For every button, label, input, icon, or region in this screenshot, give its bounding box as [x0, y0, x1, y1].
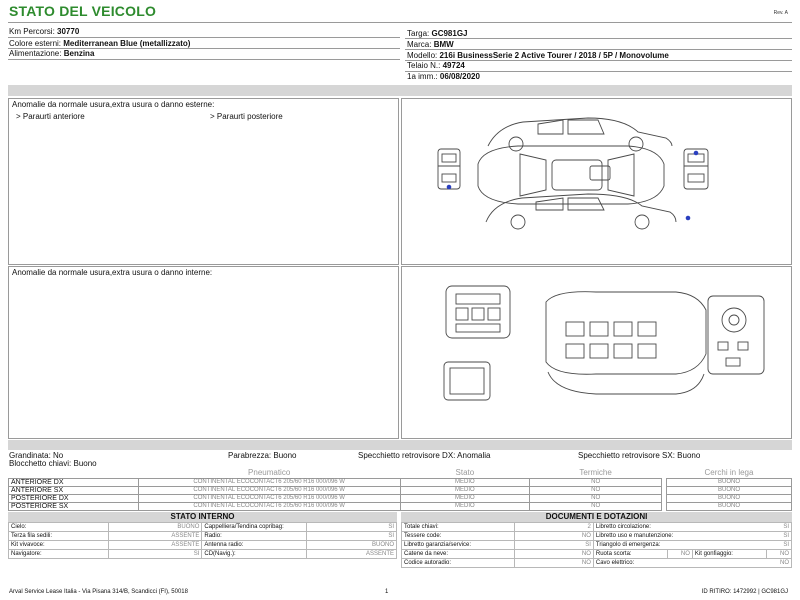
cell-label — [593, 523, 791, 532]
model-value: 216i BusinessSerie 2 Active Tourer / 2018 / 5P / Monovolume — [439, 51, 669, 60]
fuel-label: Alimentazione: — [9, 49, 62, 58]
internal-damage-title: Anomalie da normale usura,extra usura o danno interne: — [12, 268, 213, 277]
table-row — [402, 541, 792, 550]
interior-state-table — [8, 522, 397, 559]
cell-label — [593, 532, 791, 541]
exterior-car-diagram — [428, 104, 728, 240]
tyres-table — [8, 468, 662, 511]
registration-label: 1a imm.: — [407, 72, 438, 81]
table-row — [9, 486, 662, 494]
tyre-state: MEDIO — [400, 478, 530, 486]
fuel-value: Benzina — [63, 49, 95, 58]
cell-value: SI — [783, 524, 789, 530]
interior-state-title: STATO INTERNO — [8, 512, 397, 522]
km-label: Km Percorsi: — [9, 27, 55, 36]
tyre-winter: NO — [530, 478, 662, 486]
tyre-header-state: Stato — [400, 468, 530, 478]
footer-page-number: 1 — [385, 589, 389, 595]
hail-status: Grandinata: No — [9, 451, 64, 460]
rims-header: Cerchi in lega — [667, 468, 792, 478]
rims-value: BUONO — [667, 478, 792, 486]
cell-label: Totale chiavi: — [402, 523, 515, 532]
cell-label: Libretto garanzia/service: — [402, 541, 515, 550]
rims-table — [666, 468, 792, 511]
brand-label: Marca: — [407, 40, 432, 49]
title-divider — [8, 22, 792, 23]
plate-label: Targa: — [407, 29, 430, 38]
table-row — [402, 523, 792, 532]
km-value: 30770 — [57, 27, 80, 36]
tyre-winter: NO — [530, 494, 662, 502]
cell-value: SI — [108, 550, 202, 559]
tyre-state: MEDIO — [400, 502, 530, 510]
table-row — [9, 478, 662, 486]
cell-value: NO — [515, 559, 593, 568]
fuel-row — [9, 48, 94, 59]
page-title: STATO DEL VEICOLO — [9, 3, 157, 19]
cell-label: Ruota scorta: — [593, 550, 667, 559]
windshield-status: Parabrezza: Buono — [228, 451, 297, 460]
cell-label-text: Cavo elettrico: — [595, 560, 635, 566]
cell-value: ASSENTE — [108, 541, 202, 550]
registration-row — [407, 71, 480, 82]
section-band — [8, 85, 792, 96]
cell-label: CD(Navig.): — [202, 550, 307, 559]
cell-label — [593, 541, 791, 550]
tyre-state: MEDIO — [400, 486, 530, 494]
registration-value: 06/08/2020 — [439, 72, 480, 81]
rims-value: BUONO — [667, 486, 792, 494]
cell-label: Tessere code: — [402, 532, 515, 541]
table-row — [402, 559, 792, 568]
table-row — [9, 494, 662, 502]
cell-label-text: Libretto circolazione: — [595, 524, 651, 530]
tyre-model: CONTINENTAL ECOCONTACT6 205/60 R16 000/096 W — [138, 494, 400, 502]
cell-label: Kit gonfiaggio: — [692, 550, 766, 559]
tyre-state: MEDIO — [400, 494, 530, 502]
cell-value: BUONO — [307, 541, 397, 550]
documents-title: DOCUMENTI E DOTAZIONI — [401, 512, 792, 522]
tyre-position: POSTERIORE DX — [9, 494, 139, 502]
cell-label: Navigatore: — [9, 550, 109, 559]
cell-value: BUONO — [108, 523, 202, 532]
cell-value: NO — [780, 560, 789, 566]
color-value: Mediterranean Blue (metallizzato) — [63, 39, 191, 48]
cell-label: Terza fila sedili: — [9, 532, 109, 541]
tyre-header-blank — [9, 468, 139, 478]
cell-value: NO — [767, 550, 792, 559]
table-row — [9, 502, 662, 510]
mirror-sx-status: Specchietto retrovisore SX: Buono — [578, 451, 701, 460]
cell-value: NO — [515, 532, 593, 541]
model-label: Modello: — [407, 51, 438, 60]
cell-value: NO — [668, 550, 693, 559]
cell-label-text: Triangolo di emergenza: — [595, 542, 661, 548]
external-damage-title: Anomalie da normale usura,extra usura o danno esterne: — [12, 100, 215, 109]
cell-label: Cappelliera/Tendina copribag: — [202, 523, 307, 532]
tyre-model: CONTINENTAL ECOCONTACT6 205/60 R16 000/096 W — [138, 502, 400, 510]
cell-value: NO — [515, 550, 593, 559]
rims-value: BUONO — [667, 502, 792, 510]
tyre-winter: NO — [530, 502, 662, 510]
table-row — [9, 541, 397, 550]
cell-value: ASSENTE — [307, 550, 397, 559]
external-damage-panel — [8, 98, 399, 265]
cell-label-text: Libretto uso e manutenzione: — [595, 533, 674, 539]
table-row — [9, 532, 397, 541]
tyre-model: CONTINENTAL ECOCONTACT6 205/60 R16 000/096 W — [138, 478, 400, 486]
table-row — [402, 532, 792, 541]
cell-value: ASSENTE — [108, 532, 202, 541]
divider — [405, 38, 792, 39]
cell-value: SI — [515, 541, 593, 550]
cell-value: SI — [307, 532, 397, 541]
brand-value: BMW — [433, 40, 454, 49]
color-label: Colore esterni: — [9, 39, 62, 48]
documents-table — [401, 522, 792, 568]
cell-label: Kit vivavoce: — [9, 541, 109, 550]
cell-value: SI — [783, 533, 789, 539]
tyre-header-winter: Termiche — [530, 468, 662, 478]
tyre-position: POSTERIORE SX — [9, 502, 139, 510]
plate-value: GC981GJ — [431, 29, 468, 38]
tyre-position: ANTERIORE DX — [9, 478, 139, 486]
cell-value: 2 — [515, 523, 593, 532]
tyre-winter: NO — [530, 486, 662, 494]
cell-label: Antenna radio: — [202, 541, 307, 550]
tyre-model: CONTINENTAL ECOCONTACT6 205/60 R16 000/096 W — [138, 486, 400, 494]
chassis-value: 49724 — [442, 61, 465, 70]
divider — [8, 59, 400, 60]
table-row — [9, 550, 397, 559]
mirror-dx-status: Specchietto retrovisore DX: Anomalia — [358, 451, 491, 460]
section-band — [8, 440, 792, 450]
interior-car-diagram — [436, 282, 776, 432]
tyre-position: ANTERIORE SX — [9, 486, 139, 494]
tyre-header-tyre: Pneumatico — [138, 468, 400, 478]
cell-label: Catene da neve: — [402, 550, 515, 559]
table-row — [9, 523, 397, 532]
footer-company: Arval Service Lease Italia - Via Pisana 314/B, Scandicci (FI), 50018 — [9, 589, 188, 595]
revision-label: Rev. A — [773, 10, 788, 16]
cell-label: Cielo: — [9, 523, 109, 532]
footer-reference: ID RITIRO: 1472992 | GC981GJ — [701, 589, 788, 595]
internal-damage-panel — [8, 266, 399, 439]
cell-value: SI — [783, 542, 789, 548]
external-damage-item: > Paraurti posteriore — [210, 112, 283, 121]
rims-value: BUONO — [667, 494, 792, 502]
cell-value: SI — [307, 523, 397, 532]
cell-label: Codice autoradio: — [402, 559, 515, 568]
km-row — [9, 26, 79, 37]
key-lock-status: Blocchetto chiavi: Buono — [9, 459, 97, 468]
table-row — [402, 550, 792, 559]
chassis-label: Telaio N.: — [407, 61, 441, 70]
external-damage-item: > Paraurti anteriore — [16, 112, 85, 121]
cell-label — [593, 559, 791, 568]
chassis-row — [407, 60, 465, 71]
cell-label: Radio: — [202, 532, 307, 541]
